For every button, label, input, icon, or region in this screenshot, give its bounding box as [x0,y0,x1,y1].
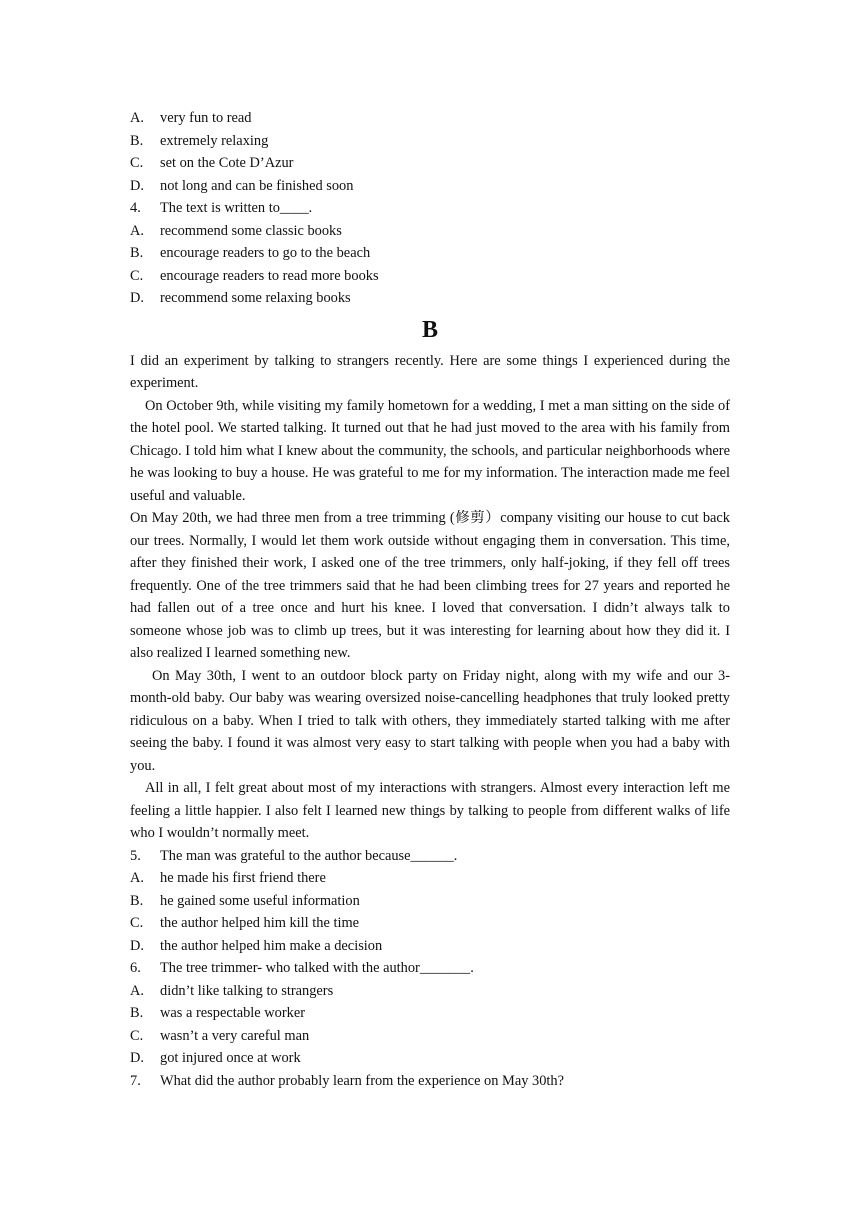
option-c: C. wasn’t a very careful man [130,1027,310,1044]
question-stem: 5. The man was grateful to the author because______. [130,847,458,864]
option-b: B. extremely relaxing [130,132,269,149]
passage-paragraph: All in all, I felt great about most of my interactions with strangers. Almost every interaction left me feeling a little happier. I also felt I learned new things by talking to people from different walks of life who I wouldn’t normally meet. [130,780,730,841]
option-b: B. he gained some useful information [130,892,360,909]
option-a: A. very fun to read [130,110,252,126]
option-c: C. encourage readers to read more books [130,267,379,284]
option-d: D. the author helped him make a decision [130,937,383,954]
question-7 [130,1070,730,1093]
option-b: B. encourage readers to go to the beach [130,245,371,261]
section-title: B [421,316,438,343]
question-5 [130,845,730,958]
option-a: A. he made his first friend there [130,870,326,886]
passage-paragraph: I did an experiment by talking to strangers recently. Here are some things I experienced during the experiment. [130,352,730,391]
option-d: D. recommend some relaxing books [130,290,351,306]
option-c: C. set on the Cote D’Azur [130,155,294,171]
document-page [130,107,730,1092]
passage-paragraph: On May 20th, we had three men from a tree trimming (修剪）company visiting our house to cut back our trees. Normally, I would let them work outside without engaging them in conversation. This time, after they finished their work, I asked one of the tree trimmers, only half-joking, if they fell off trees frequently. One of the tree trimmers said that he had been climbing trees for 27 years and reported he had fallen out of a tree once and hurt his knee. I loved that conversation. I didn’t always talk to someone whose job was to climb up trees, but it was interesting for learning about how they did it. I also realized I learned something new. [130,510,730,661]
question-stem: 7. What did the author probably learn from the experience on May 30th? [130,1072,564,1089]
question-4 [130,197,730,310]
option-a: A. didn’t like talking to strangers [130,982,334,999]
question-stem: 6. The tree trimmer- who talked with the author_______. [130,960,474,976]
question-6 [130,957,730,1070]
passage-paragraph: On October 9th, while visiting my family hometown for a wedding, I met a man sitting on the side of the hotel pool. We started talking. It turned out that he had just moved to the area with his family from Chicago. I told him what I knew about the community, the schools, and particular neighborhoods where he was looking to buy a house. He was grateful to me for my information. The interaction made me feel useful and valuable. [130,397,730,504]
option-b: B. was a respectable worker [130,1005,306,1021]
passage-paragraph: On May 30th, I went to an outdoor block party on Friday night, along with my wife and our 3-month-old baby. Our baby was wearing oversized noise-cancelling headphones that truly looked pretty ridiculous on a baby. When I tried to talk with others, they immediately started talking with me after seeing the baby. I found it was almost very easy to start talking with people when you had a baby with you. [130,667,730,774]
option-a: A. recommend some classic books [130,222,342,239]
passage [130,350,730,845]
question-stem: 4. The text is written to____. [130,200,313,216]
option-c: C. the author helped him kill the time [130,915,360,931]
option-d: D. not long and can be finished soon [130,177,354,194]
part-a-q3-options [130,107,730,197]
option-d: D. got injured once at work [130,1050,301,1066]
